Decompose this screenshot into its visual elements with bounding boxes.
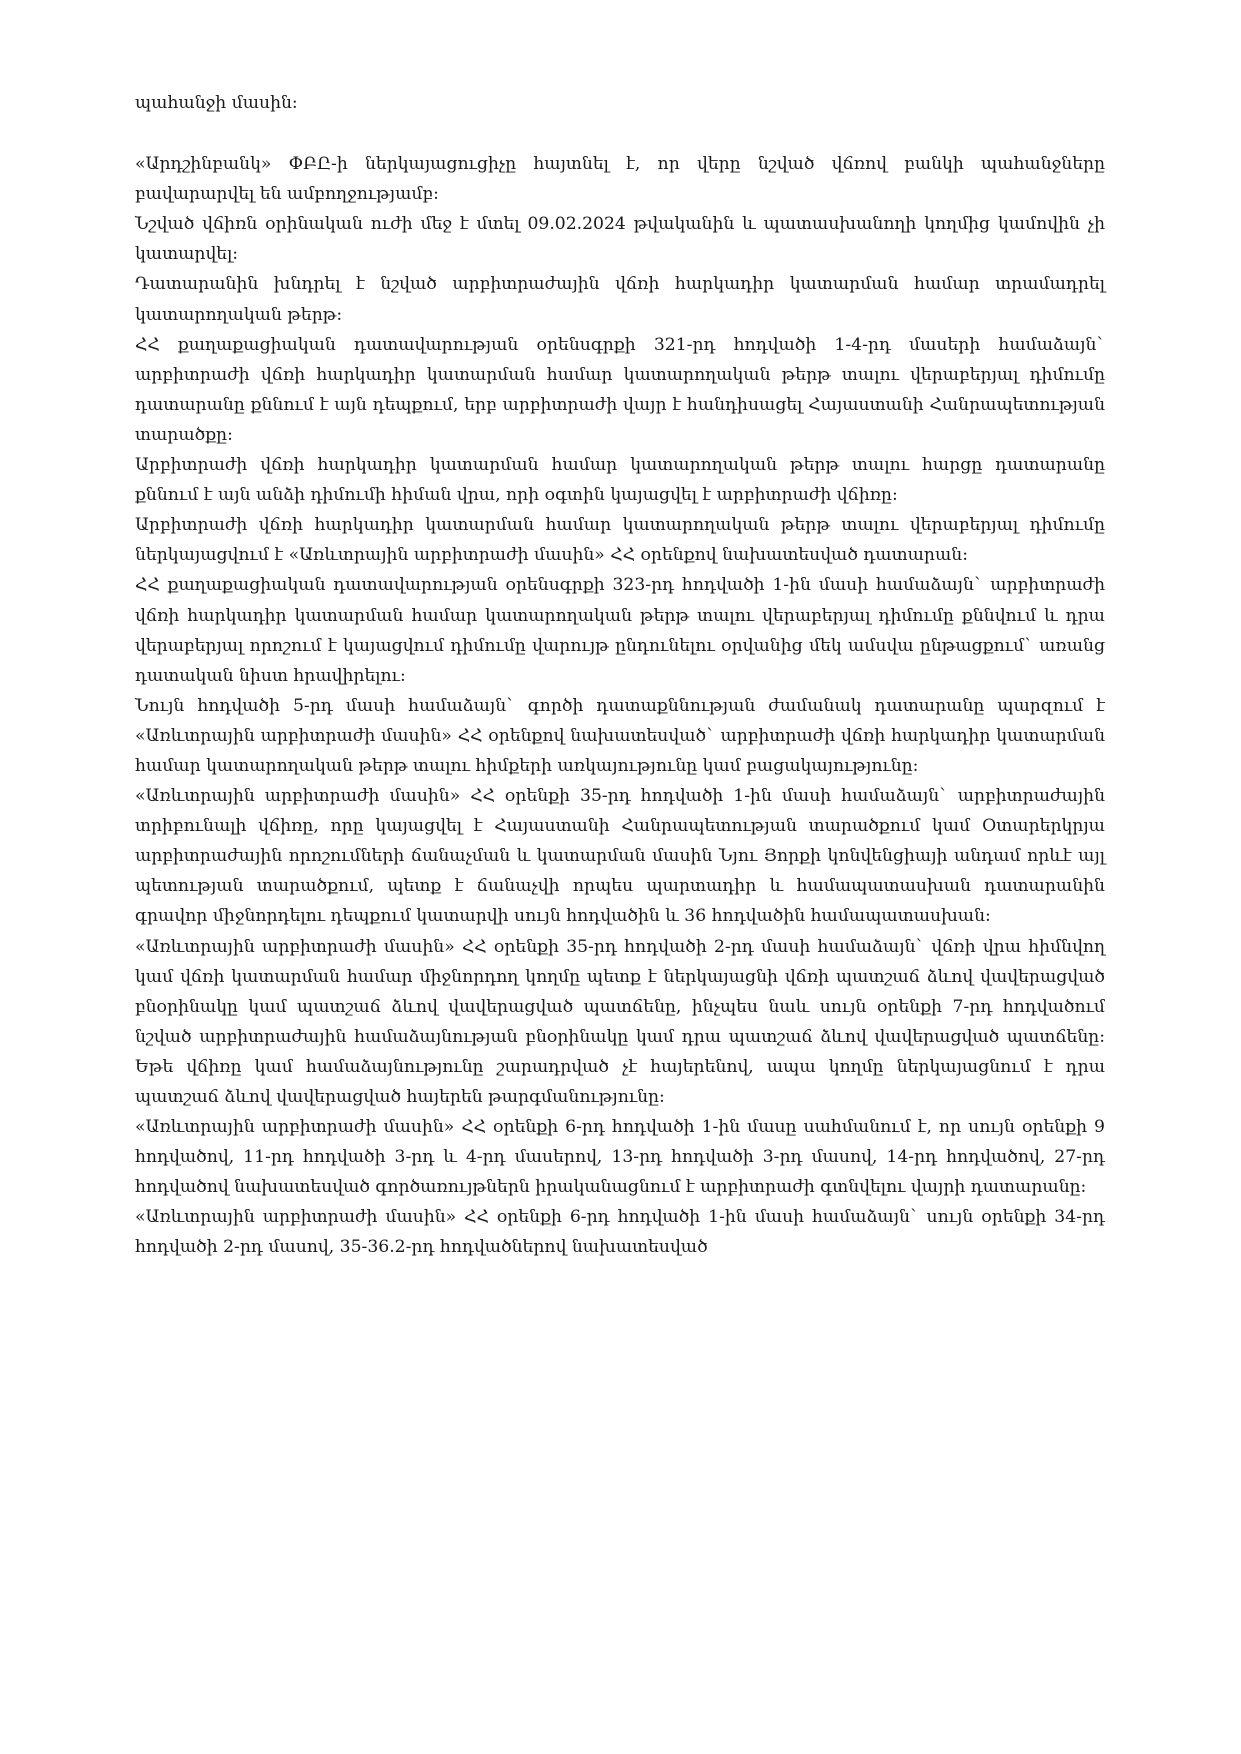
paragraph-law-6-1-continued: «Առևտրային արբիտրաժի մասին» ՀՀ օրենքի 6-րդ հոդվածի 1-ին մասի համաձայն` սույն օրենքի 34-րդ հոդվածի 2-րդ մասով, 35-36.2-րդ հոդվածներով նախատեսված xyxy=(135,1207,1105,1258)
paragraph-request: Դատարանին խնդրել է նշված արբիտրաժային վճռի հարկադիր կատարման համար տրամադրել կատարողական թերթ: xyxy=(135,274,1105,325)
paragraph-law-35-2: «Առևտրային արբիտրաժի մասին» ՀՀ օրենքի 35-րդ հոդվածի 2-րդ մասի համաձայն` վճռի վրա հիմնվող կամ վճռի կատարման համար միջնորդող կողմը պետք է ներկայացնի վճռի պատշաճ ձևով վավերացված բնօրինակը կամ պատշաճ ձևով վավերացված պատճենը, ինչպես նաև սույն օրենքի 7-րդ հոդվածում նշված արբիտրաժային համաձայնության բնօրինակը կամ դրա պատշաճ ձևով վավերացված պատճենը: Եթե վճիռը կամ համաձայնությունը շարադրված չէ հայերենով, ապա կողմը ներկայացնում է դրա պատշաճ ձևով վավերացված հայերեն թարգմանությունը: xyxy=(135,936,1105,1107)
document-page xyxy=(135,88,1105,1263)
paragraph-continuation: պահանջի մասին: xyxy=(135,93,298,113)
paragraph-code-323: ՀՀ քաղաքացիական դատավարության օրենսգրքի 323-րդ հոդվածի 1-ին մասի համաձայն` արբիտրաժի վճռի հարկադիր կատարման համար կատարողական թերթ տալու վերաբերյալ դիմումը քննվում և դրա վերաբերյալ որոշում է կայացվում դիմումը վարույթ ընդունելու օրվանից մեկ ամսվա ընթացքում` առանց դատական նիստ հրավիրելու: xyxy=(135,575,1105,686)
paragraph-law-35-1: «Առևտրային արբիտրաժի մասին» ՀՀ օրենքի 35-րդ հոդվածի 1-ին մասի համաձայն` արբիտրաժային տրիբունալի վճիռը, որը կայացվել է Հայաստանի Հանրապետության տարածքում կամ Օտարերկրյա արբիտրաժային որոշումների ճանաչման և կատարման մասին Նյու Յորքի կոնվենցիայի անդամ որևէ այլ պետության տարածքում, պետք է ճանաչվի որպես պարտադիր և համապատասխան դատարանին գրավոր միջնորդելու դեպքում կատարվի սույն հոդվածին և 36 հոդվածին համապատասխան: xyxy=(135,786,1105,927)
paragraph-court-jurisdiction: Արբիտրաժի վճռի հարկադիր կատարման համար կատարողական թերթ տալու վերաբերյալ դիմումը ներկայացվում է «Առևտրային արբիտրաժի մասին» ՀՀ օրենքով նախատեսված դատարան: xyxy=(135,515,1105,566)
paragraph-judgment-effective: Նշված վճիռն օրինական ուժի մեջ է մտել 09.02.2024 թվականին և պատասխանողի կողմից կամովին չի կատարվել: xyxy=(135,214,1105,265)
paragraph-part-5: Նույն հոդվածի 5-րդ մասի համաձայն` գործի դատաքննության ժամանակ դատարանը պարզում է «Առևտրային արբիտրաժի մասին» ՀՀ օրենքով նախատեսված` արբիտրաժի վճռի հարկադիր կատարման համար կատարողական թերթ տալու հիմքերի առկայությունը կամ բացակայությունը: xyxy=(135,695,1105,776)
paragraph-code-321: ՀՀ քաղաքացիական դատավարության օրենսգրքի 321-րդ հոդվածի 1-4-րդ մասերի համաձայն` արբիտրաժի վճռի հարկադիր կատարման համար կատարողական թերթ տալու վերաբերյալ դիմումը դատարանը քննում է այն դեպքում, երբ արբիտրաժի վայր է հանդիսացել Հայաստանի Հանրապետության տարածքը: xyxy=(135,334,1105,445)
paragraph-application-basis: Արբիտրաժի վճռի հարկադիր կատարման համար կատարողական թերթ տալու հարցը դատարանը քննում է այն անձի դիմումի հիման վրա, որի օգտին կայացվել է արբիտրաժի վճիռը: xyxy=(135,455,1105,506)
paragraph-bank-statement: «Արդշինբանկ» ՓԲԸ-ի ներկայացուցիչը հայտնել է, որ վերը նշված վճռով բանկի պահանջները բավարարվել են ամբողջությամբ: xyxy=(135,154,1105,205)
paragraph-law-6-1-functions: «Առևտրային արբիտրաժի մասին» ՀՀ օրենքի 6-րդ հոդվածի 1-ին մասը սահմանում է, որ սույն օրենքի 9 հոդվածով, 11-րդ հոդվածի 3-րդ և 4-րդ մասերով, 13-րդ հոդվածի 3-րդ մասով, 14-րդ հոդվածով, 27-րդ հոդվածով նախատեսված գործառույթներն իրականացնում է արբիտրաժի գտնվելու վայրի դատարանը: xyxy=(135,1117,1105,1198)
